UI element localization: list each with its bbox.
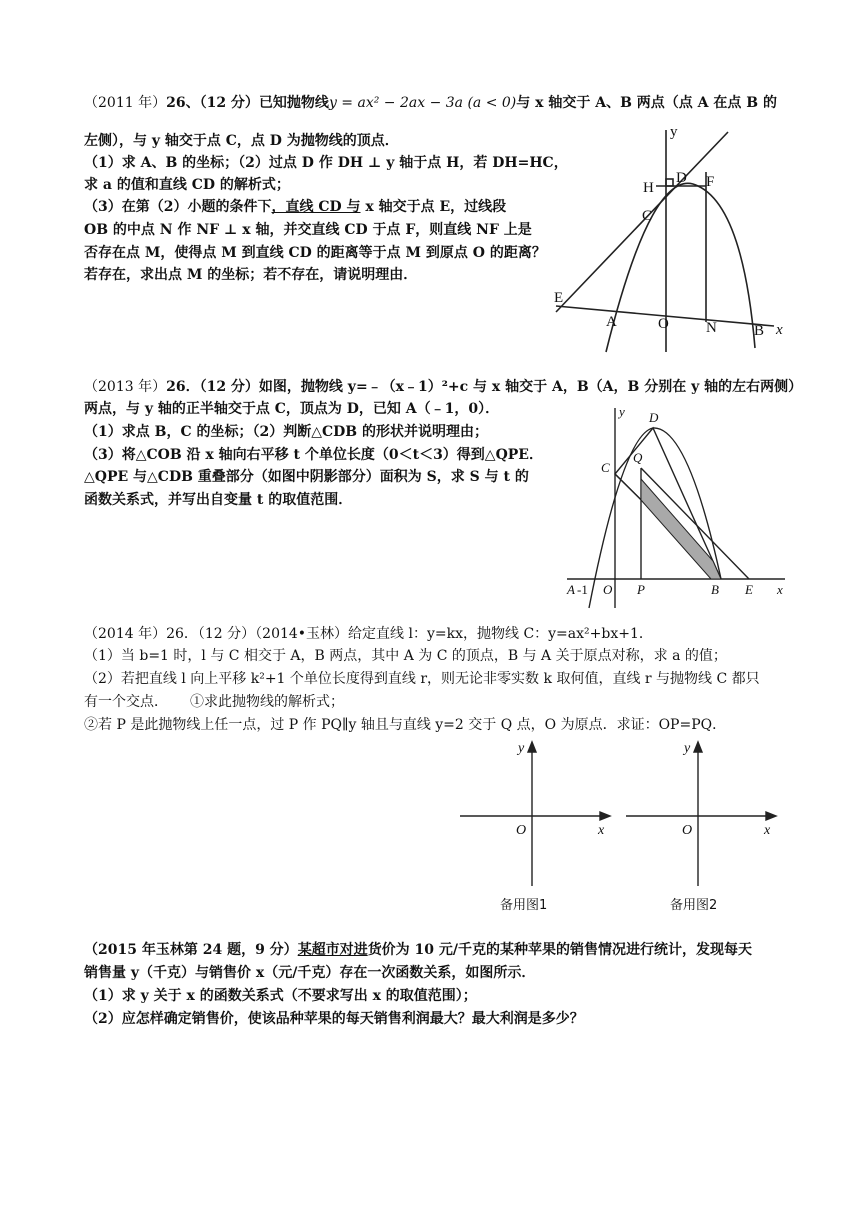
problem-2015-line3: （1）求 y 关于 x 的函数关系式（不要求写出 x 的取值范围）； [84, 988, 477, 1004]
label-e: E [745, 582, 753, 597]
label-x: x [776, 322, 783, 338]
y-arrow-icon [528, 742, 536, 752]
label-o: O [603, 582, 613, 597]
parabola [606, 183, 755, 352]
label-n: N [706, 320, 717, 336]
label-a: A [567, 582, 575, 597]
label-o: O [682, 823, 693, 838]
problem-2013-line5: △QPE 与△CDB 重叠部分（如图中阴影部分）面积为 S，求 S 与 t 的 [84, 469, 529, 485]
label-c: C [642, 208, 653, 224]
label-y: y [518, 741, 525, 756]
label-b: B [711, 582, 719, 597]
caption-backup-2: 备用图2 [670, 898, 718, 913]
problem-2011-line2: 左侧），与 y 轴交于点 C，点 D 为抛物线的顶点． [84, 133, 399, 149]
problem-source: （2015 年玉林第 24 题，9 分） [84, 942, 298, 958]
label-y: y [619, 404, 625, 419]
problem-2011-line7: 否存在点 M，使得点 M 到直线 CD 的距离等于点 M 到原点 O 的距离？ [84, 245, 546, 261]
problem-2011-line1 [84, 93, 777, 113]
problem-text: 已知抛物线 [258, 95, 329, 111]
label-f: F [706, 174, 715, 190]
label-c: C [601, 460, 610, 475]
figure-2014-backup-2 [622, 738, 780, 890]
y-arrow-icon [694, 742, 702, 752]
problem-2014-line2: （1）当 b=1 时，l 与 C 相交于 A，B 两点，其中 A 为 C 的顶点，B 与 A 关于原点对称，求 a 的值； [84, 648, 727, 664]
problem-number: 26、（12 分） [166, 95, 259, 111]
label-d: D [676, 170, 687, 186]
parabola [589, 428, 721, 608]
problem-2014-line3: （2）若把直线 l 向上平移 k²+1 个单位长度得到直线 r，则无论非零实数 k 取何值，直线 r 与抛物线 C 都只 [84, 671, 760, 687]
label-y: y [684, 741, 691, 756]
formula: y = ax² − 2ax − 3a (a < 0) [328, 95, 517, 111]
problem-2011-line8: 若存在，求出点 M 的坐标；若不存在，请说明理由． [84, 267, 418, 283]
label-o: O [658, 316, 669, 332]
label-x: x [764, 823, 771, 838]
problem-text: x 轴交于点 E，过线段 [360, 199, 507, 215]
problem-2014-line5: ②若 P 是此抛物线上任一点，过 P 作 PQ∥y 轴且与直线 y=2 交于 Q 点，O 为原点．求证：OP=PQ． [84, 717, 727, 733]
label-o: O [516, 823, 527, 838]
problem-text: 与 x 轴交于 A、B 两点（点 A 在点 B 的 [516, 95, 777, 111]
problem-text: 货价为 10 元/千克的某种苹果的销售情况进行统计，发现每天 [367, 942, 753, 958]
problem-2011-line4: 求 a 的值和直线 CD 的解析式； [84, 177, 290, 193]
problem-2013-line1 [84, 377, 802, 397]
problem-2014-line1: （2014 年）26．（12 分）（2014•玉林）给定直线 l：y=kx，抛物线 C：y=ax²+bx+1． [84, 626, 653, 642]
figure-2014-backup-1 [456, 738, 614, 890]
year-prefix: （2013 年） [84, 379, 167, 395]
label-x: x [777, 582, 783, 597]
problem-2011-line3: （1）求 A、B 的坐标；（2）过点 D 作 DH ⊥ y 轴于点 H，若 DH=HC， [84, 155, 568, 171]
problem-2013-line4: （3）将△COB 沿 x 轴向右平移 t 个单位长度（0＜t＜3）得到△QPE． [84, 447, 543, 463]
label-h: H [643, 180, 654, 196]
problem-2013-line3: （1）求点 B，C 的坐标；（2）判断△CDB 的形状并说明理由； [84, 424, 488, 440]
problem-text: （3）在第（2）小题的条件下 [84, 199, 272, 215]
underlined-text: ，直线 CD 与 [271, 199, 361, 215]
problem-text: 有一个交点． [84, 694, 168, 710]
figure-2013-parabola [563, 404, 793, 610]
label-y: y [670, 124, 678, 140]
problem-2013-line6: 函数关系式，并写出自变量 t 的取值范围． [84, 492, 353, 508]
right-angle-mark [666, 179, 673, 186]
label-d: D [649, 410, 659, 425]
x-arrow-icon [766, 812, 776, 820]
problem-2013-line2: 两点，与 y 轴的正半轴交于点 C，顶点为 D，已知 A（﹣1，0）． [84, 401, 500, 417]
label-p: P [637, 582, 645, 597]
problem-2011-line6: OB 的中点 N 作 NF ⊥ x 轴，并交直线 CD 于点 F，则直线 NF 上是 [84, 222, 532, 238]
problem-2011-line5 [84, 197, 506, 217]
label-x: x [598, 823, 605, 838]
label-b: B [754, 323, 765, 339]
problem-2015-line4: （2）应怎样确定销售价，使该品种苹果的每天销售利润最大？最大利润是多少？ [84, 1011, 584, 1027]
problem-text: 26．（12 分）如图，抛物线 y=﹣（x﹣1）²+c 与 x 轴交于 A，B（A，B 分别在 y 轴的左右两侧） [166, 379, 803, 395]
problem-text: ①求此抛物线的解析式； [190, 694, 344, 710]
problem-2014-line4 [84, 692, 344, 712]
problem-2015-line2: 销售量 y（千克）与销售价 x（元/千克）存在一次函数关系，如图所示． [84, 965, 536, 981]
label-minus-one: -1 [577, 582, 588, 597]
label-q: Q [633, 450, 643, 465]
underlined-text: 某超市对进 [297, 942, 368, 958]
x-arrow-icon [600, 812, 610, 820]
year-prefix: （2011 年） [84, 95, 167, 111]
problem-2015-line1 [84, 940, 752, 960]
figure-2011-parabola [548, 122, 798, 354]
label-e: E [554, 290, 564, 306]
label-a: A [606, 314, 617, 330]
caption-backup-1: 备用图1 [500, 898, 548, 913]
